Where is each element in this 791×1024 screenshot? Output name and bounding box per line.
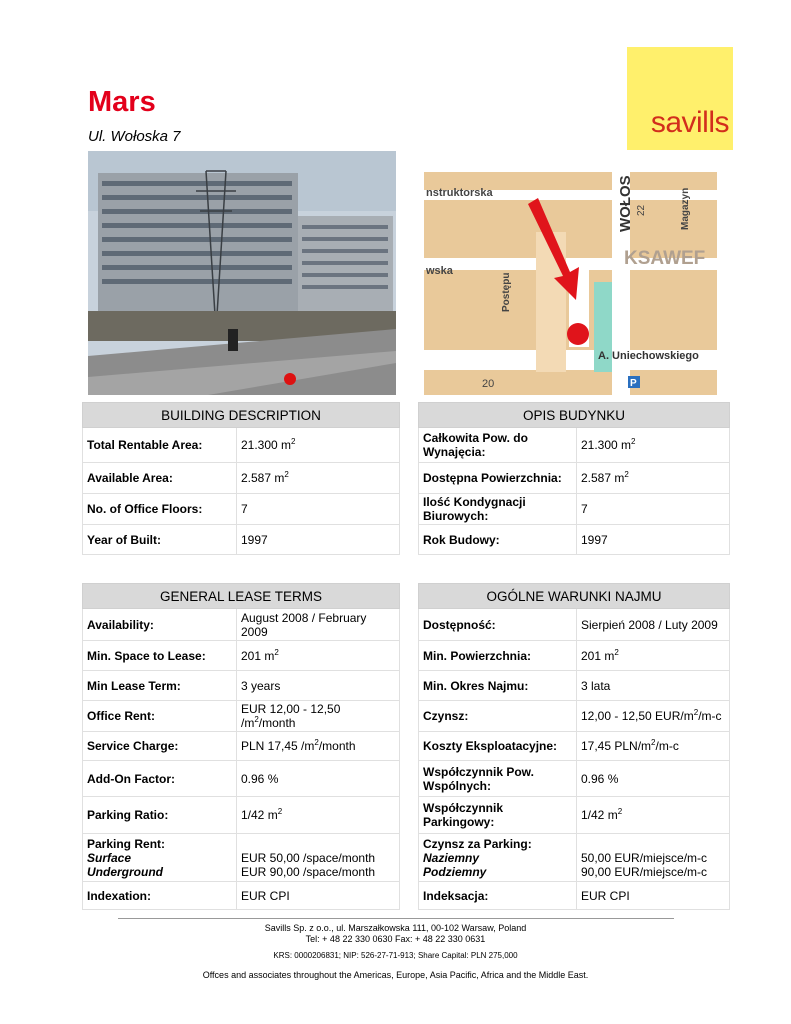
row-value: 7 xyxy=(577,494,730,525)
row-value: 2.587 $m^2$ xyxy=(577,463,730,494)
map-label-number: 20 xyxy=(482,378,495,390)
row-label: Czynsz za Parking: Naziemny Podziemny xyxy=(419,834,577,882)
row-value: 21.300 $m^2$ xyxy=(577,428,730,463)
row-value: 201 $m^2$ xyxy=(577,641,730,671)
row-value: 1/42 $m^2$ xyxy=(237,797,400,834)
row-value: Sierpień 2008 / Luty 2009 xyxy=(577,609,730,641)
row-value: 1997 xyxy=(577,525,730,555)
row-value: 21.300 $m^2$ xyxy=(237,428,400,463)
ogolne-warunki-najmu-table xyxy=(418,583,730,910)
row-label: Year of Built: xyxy=(83,525,237,555)
row-value: 1/42 $m^2$ xyxy=(577,797,730,834)
map-label-street: WOŁOS xyxy=(617,175,634,232)
row-label: Dostępność: xyxy=(419,609,577,641)
row-label: Office Rent: xyxy=(83,701,237,732)
map-label-street: nstruktorska xyxy=(426,187,493,199)
row-value: 3 lata xyxy=(577,671,730,701)
parking-icon: P xyxy=(630,378,637,389)
map-label-street: Magazyn xyxy=(680,187,691,230)
row-label: Service Charge: xyxy=(83,732,237,761)
map-label-street: Postępu xyxy=(501,272,512,312)
row-value: PLN 17,45 $/m^2$/month xyxy=(237,732,400,761)
row-value: August 2008 / February 2009 xyxy=(237,609,400,641)
row-label: Indeksacja: xyxy=(419,882,577,910)
row-value: 12,00 - 12,50 EUR/$m^2/m-c$ xyxy=(577,701,730,732)
row-label: Min. Powierzchnia: xyxy=(419,641,577,671)
location-map xyxy=(424,172,717,395)
row-label: Parking Ratio: xyxy=(83,797,237,834)
property-address: Ul. Wołoska 7 xyxy=(88,128,181,145)
row-label: Available Area: xyxy=(83,463,237,494)
row-label: Koszty Eksploatacyjne: xyxy=(419,732,577,761)
map-label-district: KSAWEF xyxy=(624,248,706,269)
row-label: Dostępna Powierzchnia: xyxy=(419,463,577,494)
footer-offices: Offces and associates throughout the Americas, Europe, Asia Pacific, Africa and the Middle East. xyxy=(202,970,589,980)
footer-phone: Tel: + 48 22 330 0630 Fax: + 48 22 330 0631 xyxy=(305,934,486,944)
general-lease-terms-table xyxy=(82,583,400,910)
table-heading: BUILDING DESCRIPTION xyxy=(83,403,400,428)
page-title: Mars xyxy=(88,86,156,118)
row-value: 7 xyxy=(237,494,400,525)
row-value: 1997 xyxy=(237,525,400,555)
row-value: 17,45 PLN/$m^2/m-c$ xyxy=(577,732,730,761)
row-value: 0.96 % xyxy=(577,761,730,797)
row-label: Min. Space to Lease: xyxy=(83,641,237,671)
row-value: EUR CPI xyxy=(237,882,400,910)
building-description-table xyxy=(82,402,400,555)
row-label: Współczynnik Parkingowy: xyxy=(419,797,577,834)
row-label: Całkowita Pow. do Wynajęcia: xyxy=(419,428,577,463)
footer-registration: KRS: 0000206831; NIP: 526-27-71-913; Share Capital: PLN 275,000 xyxy=(273,951,518,960)
row-label: Rok Budowy: xyxy=(419,525,577,555)
row-label: No. of Office Floors: xyxy=(83,494,237,525)
row-value: 3 years xyxy=(237,671,400,701)
row-label: Indexation: xyxy=(83,882,237,910)
row-value: 0.96 % xyxy=(237,761,400,797)
row-label: Add-On Factor: xyxy=(83,761,237,797)
table-heading: OPIS BUDYNKU xyxy=(419,403,730,428)
building-photo xyxy=(88,151,396,395)
logo-text: savills xyxy=(650,106,729,139)
row-label: Min Lease Term: xyxy=(83,671,237,701)
row-label: Współczynnik Pow. Wspólnych: xyxy=(419,761,577,797)
row-value: EUR 50,00 /space/month EUR 90,00 /space/month xyxy=(237,834,400,882)
row-label: Min. Okres Najmu: xyxy=(419,671,577,701)
savills-logo xyxy=(627,47,733,150)
footer-address: Savills Sp. z o.o., ul. Marszałkowska 111, 00-102 Warsaw, Poland xyxy=(264,923,527,933)
table-heading: OGÓLNE WARUNKI NAJMU xyxy=(419,584,730,609)
row-value: EUR 12,00 - 12,50 $/m^2$/month xyxy=(237,701,400,732)
map-label-street: A. Uniechowskiego xyxy=(598,350,699,362)
table-heading: GENERAL LEASE TERMS xyxy=(83,584,400,609)
opis-budynku-table xyxy=(418,402,730,555)
row-label: Ilość Kondygnacji Biurowych: xyxy=(419,494,577,525)
map-label-street: wska xyxy=(426,265,453,277)
row-value: 50,00 EUR/miejsce/m-c 90,00 EUR/miejsce/m-c xyxy=(577,834,730,882)
map-label-number: 22 xyxy=(636,204,647,216)
row-label: Parking Rent: Surface Underground xyxy=(83,834,237,882)
footer-divider xyxy=(118,918,674,919)
row-label: Total Rentable Area: xyxy=(83,428,237,463)
row-label: Czynsz: xyxy=(419,701,577,732)
row-value: EUR CPI xyxy=(577,882,730,910)
row-label: Availability: xyxy=(83,609,237,641)
row-value: 2.587 $m^2$ xyxy=(237,463,400,494)
row-value: 201 $m^2$ xyxy=(237,641,400,671)
